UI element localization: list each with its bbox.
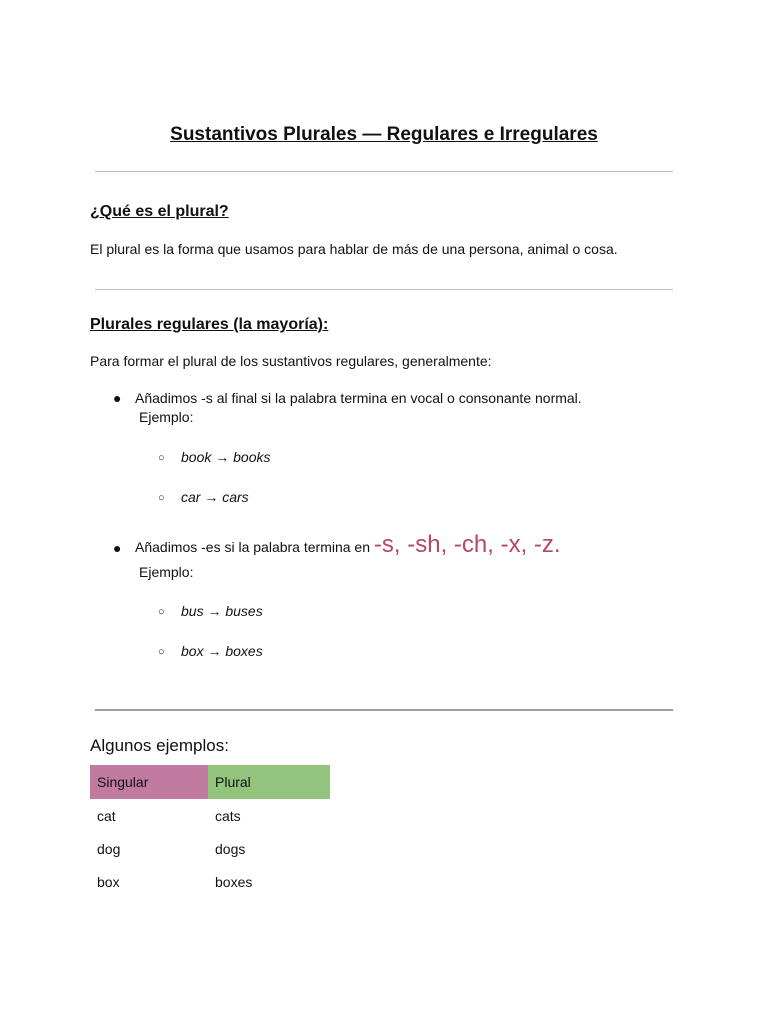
example-box: box → boxes bbox=[181, 643, 263, 659]
table-cell: dog bbox=[97, 840, 121, 857]
rule-add-s-text: Añadimos -s al final si la palabra termina en vocal o consonante normal. bbox=[135, 390, 582, 406]
section-heading-what-is-plural: ¿Qué es el plural? bbox=[90, 203, 229, 220]
table-cell: cats bbox=[215, 807, 241, 824]
sub-bullet-icon: ○ bbox=[158, 452, 165, 464]
bullet-icon: ● bbox=[113, 540, 122, 556]
example-label: Ejemplo: bbox=[139, 409, 194, 425]
examples-table bbox=[90, 765, 330, 898]
rule-add-es-text: Añadimos -es si la palabra termina en bbox=[135, 539, 374, 555]
header-singular: Singular bbox=[90, 765, 208, 799]
section-heading-regular-plurals: Plurales regulares (la mayoría): bbox=[90, 316, 329, 333]
divider bbox=[95, 289, 673, 290]
table-cell: box bbox=[97, 873, 120, 890]
example-bus: bus → buses bbox=[181, 603, 263, 619]
page-title: Sustantivos Plurales — Regulares e Irregulares bbox=[170, 124, 598, 145]
plural-definition-text: El plural es la forma que usamos para hablar de más de una persona, animal o cosa. bbox=[90, 241, 618, 257]
table-header-row bbox=[90, 765, 330, 799]
divider bbox=[95, 709, 673, 711]
sub-bullet-icon: ○ bbox=[158, 492, 165, 504]
table-cell: dogs bbox=[215, 840, 246, 857]
example-car: car → cars bbox=[181, 489, 249, 505]
example-label: Ejemplo: bbox=[139, 564, 194, 580]
table-cell: cat bbox=[97, 807, 116, 824]
rule-add-es-endings: -s, -sh, -ch, -x, -z. bbox=[373, 531, 561, 558]
table-caption: Algunos ejemplos: bbox=[90, 736, 229, 755]
table-row bbox=[90, 832, 330, 865]
header-plural: Plural bbox=[208, 765, 330, 799]
table-row bbox=[90, 799, 330, 832]
sub-bullet-icon: ○ bbox=[158, 606, 165, 618]
table-row bbox=[90, 865, 330, 898]
divider bbox=[95, 171, 673, 172]
example-book: book → books bbox=[181, 449, 271, 465]
bullet-icon: ● bbox=[113, 390, 122, 406]
sub-bullet-icon: ○ bbox=[158, 646, 165, 658]
regular-plurals-intro: Para formar el plural de los sustantivos regulares, generalmente: bbox=[90, 353, 492, 369]
table-cell: boxes bbox=[215, 873, 253, 890]
rule-add-es bbox=[135, 529, 561, 563]
